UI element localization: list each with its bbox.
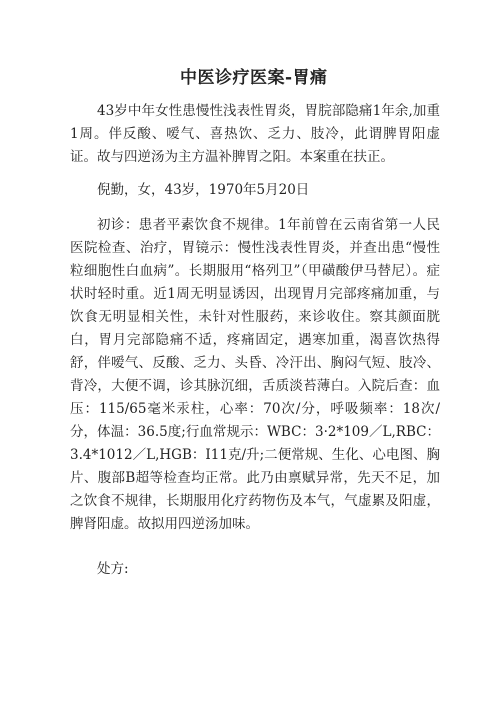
initial-visit-paragraph: 初诊：患者平素饮食不规律。1年前曾在云南省第一人民医院检查、治疗，胃镜示：慢性浅表性胃炎，并查出患“慢性粒细胞性白血病”。长期服用“格列卫”（甲磺酸伊马替尼）。症状时轻时重。近1周无明显诱因，出现胃月完部疼痛加重，与饮食无明显相关性，未针对性服药，来诊收住。察其颜面胱白，胃月完部隐痛不适，疼痛固定，遇寒加重，渴喜饮热得舒，伴嗳气、反酸、乏力、头昏、冷汗出、胸闷气短、肢冷、背冷，大便不调，诊其脉沉细，舌质淡苔薄白。入院后查：血压：115/65毫米汞柱，心率：70次/分，呼吸频率：18次/分，体温：36.5度;行血常规示：WBC：3·2*109／L,RBC：3.4*1012／L,HGB：I11克/升;二便常规、生化、心电图、胸片、腹部B超等检查均正常。此乃由禀赋异常，先天不足，加之饮食不规律，长期服用化疗药物伤及本气，气虚累及阳虚，脾肾阳虚。故拟用四逆汤加味。: [70, 217, 440, 532]
patient-info-paragraph: 倪勤，女，43岁，1970年5月20日: [97, 182, 310, 198]
document-title: 中医诊疗医案-胃痛: [180, 68, 328, 88]
summary-paragraph: 43岁中年女性患慢性浅表性胃炎，胃脘部隐痛1年余,加重1周。伴反酸、嗳气、喜热饮、乏力、肢冷，此谓脾胃阳虚证。故与四逆汤为主方温补脾胃之阳。本案重在扶正。: [70, 103, 440, 165]
prescription-heading: 处方:: [97, 561, 129, 577]
